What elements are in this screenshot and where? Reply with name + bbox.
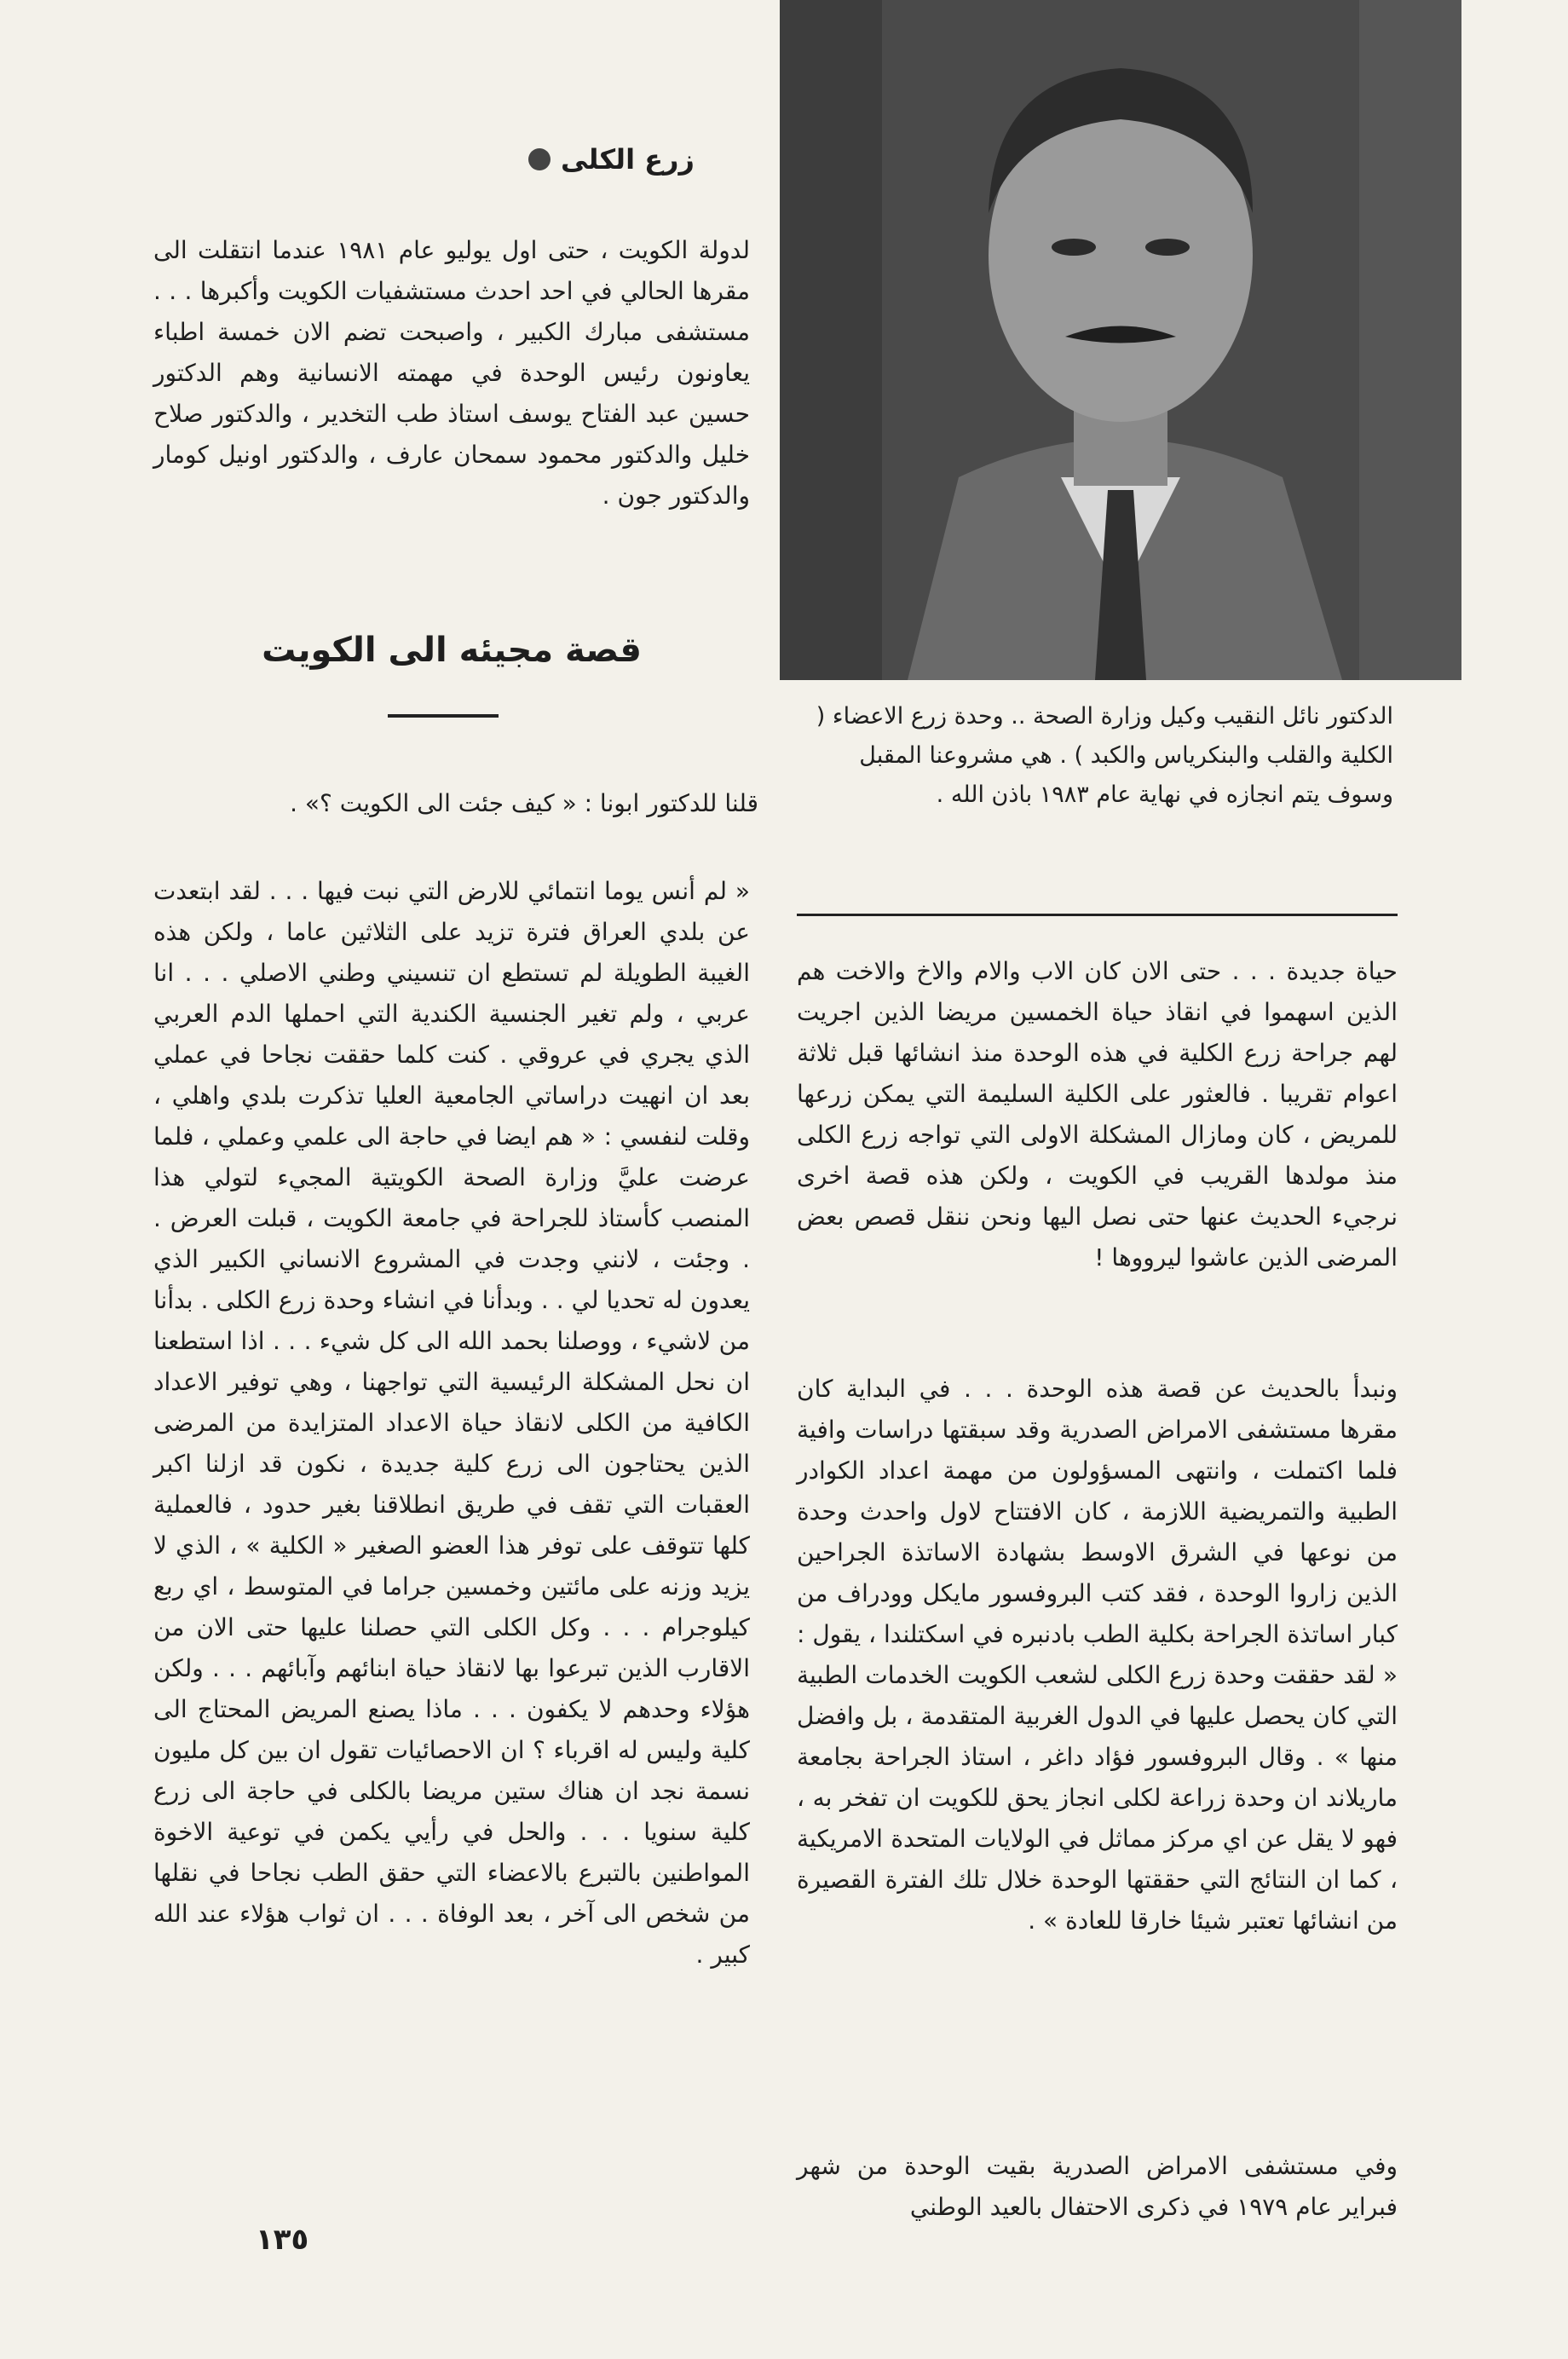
right-body-2: [797, 1369, 1398, 1941]
right-paragraph-2: ونبدأ بالحديث عن قصة هذه الوحدة . . . في البداية كان مقرها مستشفى الامراض الصدرية وقد سبقتها دراسات وافية فلما اكتملت ، وانتهى المسؤولون من مهمة اعداد الكوادر الطبية والتمريضية اللازمة ، كان الافتتاح لاول واحدث وحدة من نوعها في الشرق الاوسط بشهادة الاساتذة الجراحين الذين زاروا الوحدة ، فقد كتب البروفسور مايكل وودراف من كبار اساتذة الجراحة بكلية الطب بادنبره في اسكتلندا ، يقول : « لقد حققت وحدة زرع الكلى لشعب الكويت الخدمات الطبية التي كان يحصل عليها في الدول الغربية المتقدمة ، بل وافضل منها » . وقال البروفسور فؤاد داغر ، استاذ الجراحة بجامعة ماريلاند ان وحدة زراعة لكلى انجاز يحق للكويت ان تفخر به ، فهو لا يقل عن اي مركز مماثل في الولايات المتحدة الامريكية ، كما ان النتائج التي حققتها الوحدة خلال تلك الفترة القصيرة من انشائها تعتبر شيئا خارقا للعادة » .: [797, 1375, 1398, 1935]
bullet-icon: [528, 148, 551, 170]
title-underline: [388, 714, 499, 718]
intro-text: لدولة الكويت ، حتى اول يوليو عام ١٩٨١ عندما انتقلت الى مقرها الحالي في احد احدث مستشفيات الكويت وأكبرها . . . مستشفى مبارك الكبير ، واصبحت تضم الان خمسة اطباء يعاونون رئيس الوحدة في مهمته الانسانية وهم الدكتور حسين عبد الفتاح يوسف استاذ طب التخدير ، والدكتور صلاح خليل والدكتور محمود سمحان عارف ، والدكتور اونيل كومار والدكتور جون .: [153, 236, 750, 510]
portrait-photo: [780, 0, 1461, 680]
interview-question: قلنا للدكتور ابونا : « كيف جئت الى الكويت ؟» .: [290, 789, 758, 817]
section-heading-text: زرع الكلى: [561, 143, 695, 176]
right-body-1: [797, 951, 1398, 1278]
intro-paragraph: [153, 230, 750, 516]
left-body-text: « لم أنس يوما انتمائي للارض التي نبت فيها . . . لقد ابتعدت عن بلدي العراق فترة تزيد على الثلاثين عاما ، ولكن هذه الغيبة الطويلة لم تستطع ان تنسيني وطني الاصلي . . . انا عربي ، ولم تغير الجنسية الكندية التي احملها الدم العربي الذي يجري في عروقي . كنت كلما حققت نجاحا في عملي بعد ان انهيت دراساتي الجامعية العليا تذكرت بلدي واهلي ، وقلت لنفسي : « هم ايضا في حاجة الى علمي وعملي ، فلما عرضت عليَّ وزارة الصحة الكويتية المجيء لتولي هذا المنصب كأستاذ للجراحة في جامعة الكويت ، قبلت العرض . . وجئت ، لانني وجدت في المشروع الانساني الكبير الذي يعدون له تحديا لي . . وبدأنا في انشاء وحدة زرع الكلى . بدأنا من لاشيء ، ووصلنا بحمد الله الى كل شيء . . . اذا استطعنا ان نحل المشكلة الرئيسية التي تواجهنا ، وهي توفير الاعداد الكافية من الكلى لانقاذ حياة الاعداد المتزايدة من المرضى الذين يحتاجون الى زرع كلية جديدة ، نكون قد ازلنا اكبر العقبات التي تقف في طريق انطلاقنا بغير حدود ، فالعملية كلها تتوقف على توفر هذا العضو الصغير « الكلية » ، الذي لا يزيد وزنه على مائتين وخمسين جراما في المتوسط ، اي ربع كيلوجرام . . . وكل الكلى التي حصلنا عليها حتى الان من الاقارب الذين تبرعوا بها لانقاذ حياة ابنائهم وآبائهم . . . ولكن هؤلاء وحدهم لا يكفون . . . ماذا يصنع المريض المحتاج الى كلية وليس له اقرباء ؟ ان الاحصائيات تقول ان بين كل مليون نسمة نجد ان هناك ستين مريضا بالكلى في حاجة الى زرع كلية سنويا . . . والحل في رأيي يكمن في توعية الاخوة المواطنين بالتبرع بالاعضاء التي حقق الطب نجاحا في نقلها من شخص الى آخر ، بعد الوفاة . . . ان ثواب هؤلاء عند الله كبير .: [153, 877, 750, 1969]
page-number: ١٣٥: [256, 2223, 309, 2257]
section-heading: [528, 143, 695, 176]
story-title: قصة مجيئه الى الكويت: [262, 631, 642, 670]
divider-rule: [797, 914, 1398, 916]
portrait-illustration: [780, 0, 1461, 680]
right-paragraph-3: وفي مستشفى الامراض الصدرية بقيت الوحدة من شهر فبراير عام ١٩٧٩ في ذكرى الاحتفال بالعيد الوطني: [797, 2152, 1398, 2221]
left-body: [153, 871, 750, 1975]
photo-caption: الدكتور نائل النقيب وكيل وزارة الصحة .. وحدة زرع الاعضاء ( الكلية والقلب والبنكرياس والكبد ) . هي مشروعنا المقبل وسوف يتم انجازه في نهاية عام ١٩٨٣ باذن الله .: [816, 703, 1393, 808]
right-paragraph-1: حياة جديدة . . . حتى الان كان الاب والام والاخ والاخت هم الذين اسهموا في انقاذ حياة الخمسين مريضا الذين اجريت لهم جراحة زرع الكلية في هذه الوحدة منذ انشائها قبل ثلاثة اعوام تقريبا . فالعثور على الكلية السليمة التي يمكن زرعها للمريض ، كان ومازال المشكلة الاولى التي تواجه زرع الكلى منذ مولدها القريب في الكويت ، ولكن هذه قصة اخرى نرجيء الحديث عنها حتى نصل اليها ونحن ننقل قصص بعض المرضى الذين عاشوا ليرووها !: [797, 957, 1398, 1272]
right-body-3: [797, 2146, 1398, 2228]
